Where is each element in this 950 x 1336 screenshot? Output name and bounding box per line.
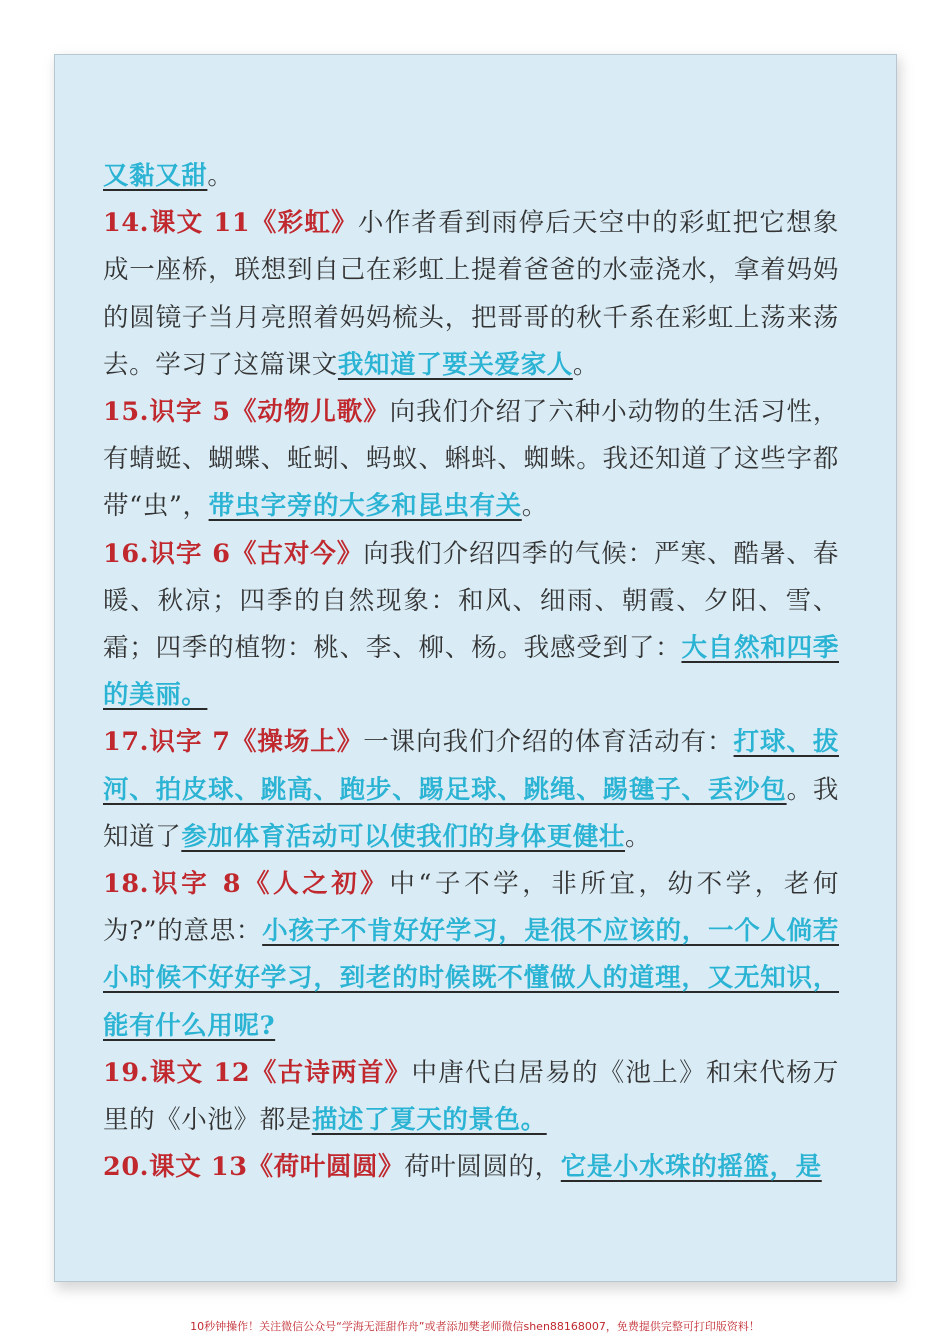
mid-text: 。我知道了: [103, 774, 840, 852]
lesson-label: 课文 11: [149, 208, 251, 239]
list-item-16: [103, 531, 839, 720]
answer-text-2: 参加体育活动可以使我们的身体更健壮: [181, 821, 626, 852]
lesson-title: 《人之初》: [241, 869, 390, 900]
page-content: [103, 153, 839, 1191]
body-text: 一课向我们介绍的体育活动有：: [363, 727, 734, 758]
document-page: [54, 54, 897, 1282]
item-number: 20.: [103, 1152, 150, 1183]
list-item-20: [103, 1144, 839, 1191]
tail-text: 。: [207, 161, 234, 191]
body-text: 小作者看到雨停后天空中的彩虹把它想象成一座桥，联想到自己在彩虹上提着爸爸的水壶浇水，拿着妈妈的圆镜子当月亮照着妈妈梳头，把哥哥的秋千系在彩虹上荡来荡去。学习了这篇课文: [103, 208, 839, 380]
answer-text: 又黏又甜: [103, 161, 208, 191]
body-text: 中唐代白居易的《池上》和宋代杨万里的《小池》都是: [103, 1057, 839, 1136]
body-text: 荷叶圆圆的，: [404, 1152, 561, 1183]
answer-text: 带虫字旁的大多和昆虫有关: [208, 491, 522, 522]
lesson-title: 《操场上》: [230, 727, 364, 758]
footer-note: 10秒钟操作！关注微信公众号“学海无涯甜作舟”或者添加樊老师微信shen88168007，免费提供完整可打印版资料！: [190, 1320, 760, 1333]
item-number: 18.: [103, 869, 150, 900]
tail-text: 。: [572, 349, 599, 380]
answer-text: 我知道了要关爱家人: [337, 349, 573, 380]
answer-text: 它是小水珠的摇篮，是: [560, 1152, 822, 1183]
lesson-title: 《古对今》: [230, 538, 364, 569]
list-item-15: [103, 389, 839, 531]
list-item-18: [103, 861, 839, 1050]
lesson-title: 《彩虹》: [250, 208, 358, 239]
tail-text: 。: [625, 821, 652, 852]
body-text: 向我们介绍了六种小动物的生活习性，有蜻蜓、蝴蝶、蚯蚓、蚂蚁、蝌蚪、蜘蛛。我还知道了这些字都带“虫”，: [103, 397, 839, 522]
item-number: 16.: [103, 538, 150, 569]
lesson-title: 《荷叶圆圆》: [247, 1152, 405, 1183]
body-text: 中“子不学，非所宜，幼不学，老何为?”的意思：: [103, 869, 839, 947]
lesson-label: 识字 8: [149, 869, 242, 900]
lesson-title: 《古诗两首》: [250, 1057, 412, 1088]
lesson-label: 识字 7: [149, 727, 231, 758]
list-item-19: [103, 1050, 839, 1144]
list-item-17: [103, 719, 839, 861]
body-text: 向我们介绍四季的气候：严寒、酷暑、春暖、秋凉；四季的自然现象：和风、细雨、朝霞、夕阳、雪、霜；四季的植物：桃、李、柳、杨。我感受到了：: [103, 538, 839, 664]
lesson-label: 课文 12: [149, 1057, 251, 1088]
answer-text: 描述了夏天的景色。: [311, 1105, 547, 1136]
tail-text: 。: [521, 491, 548, 522]
lesson-label: 课文 13: [149, 1152, 248, 1183]
lesson-label: 识字 6: [149, 538, 231, 569]
list-item-14: [103, 200, 839, 389]
answer-text: 小孩子不肯好好学习，是很不应该的，一个人倘若小时候不好好学习，到老的时候既不懂做人的道理，又无知识，能有什么用呢?: [103, 916, 839, 1041]
item-number: 17.: [103, 727, 150, 758]
item-number: 14.: [103, 208, 150, 239]
item-number: 15.: [103, 397, 150, 428]
item-number: 19.: [103, 1057, 150, 1088]
lesson-label: 识字 5: [149, 397, 231, 428]
answer-text: 打球、拔河、拍皮球、跳高、跑步、踢足球、跳绳、踢毽子、丢沙包: [103, 727, 839, 805]
lesson-title: 《动物儿歌》: [230, 397, 390, 428]
list-item-continued: [103, 153, 839, 200]
answer-text: 大自然和四季的美丽。: [103, 633, 839, 711]
